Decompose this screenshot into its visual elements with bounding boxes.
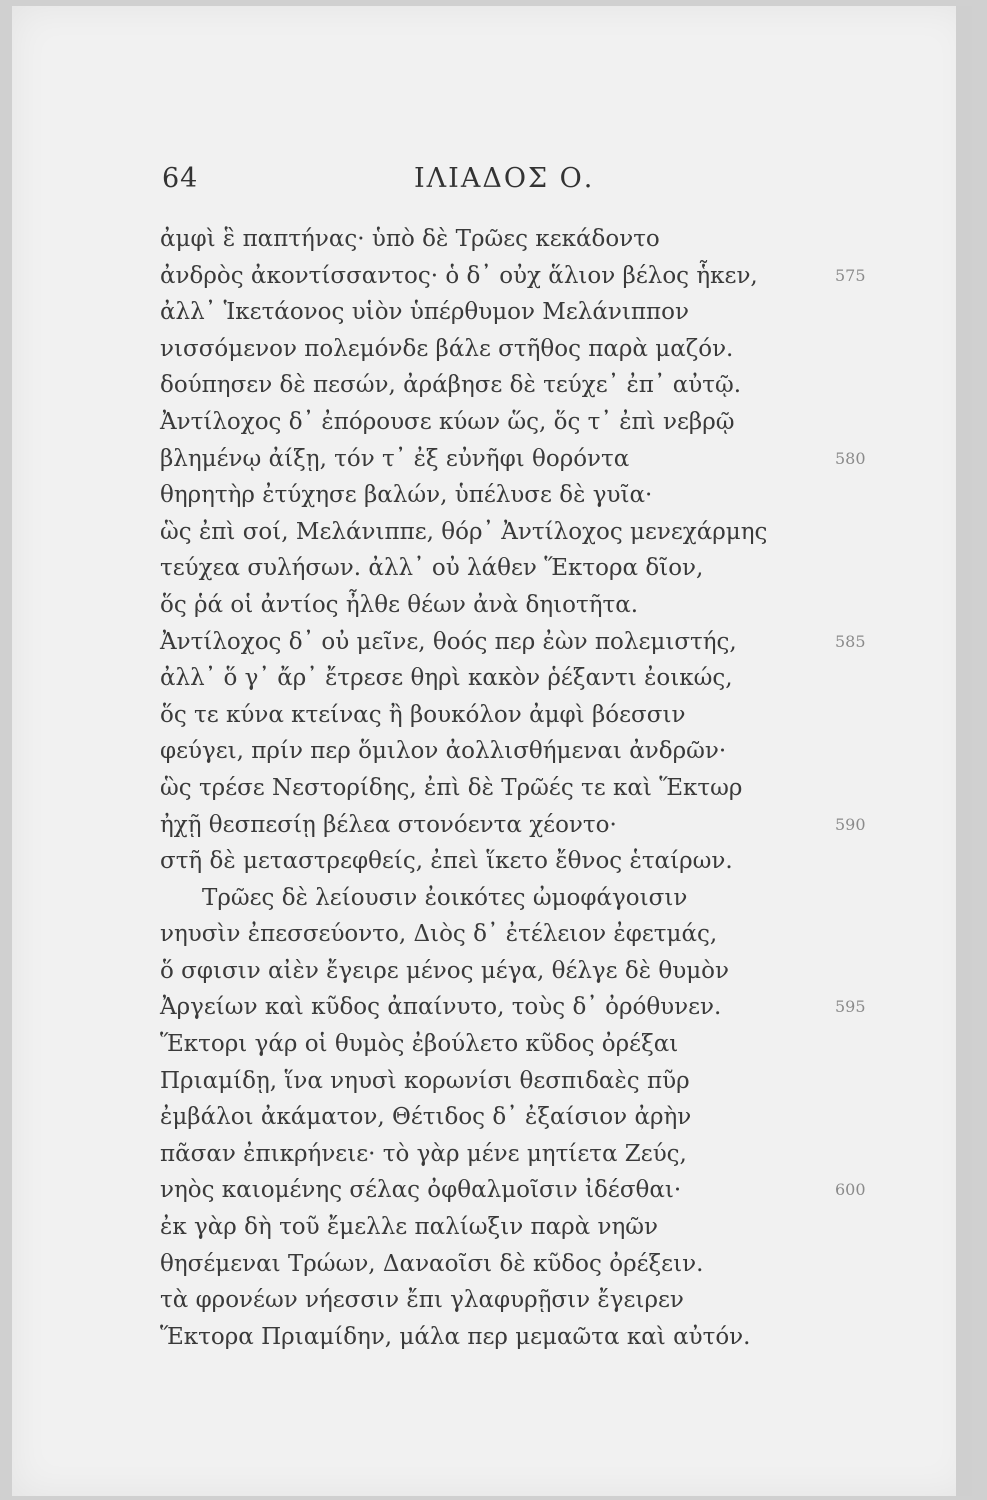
verse-line-text: Πριαμίδῃ, ἵνα νηυσὶ κορωνίσι θεσπιδαὲς πῦρ xyxy=(160,1067,690,1094)
verse-line-text: τεύχεα συλήσων. ἀλλ᾽ οὐ λάθεν Ἕκτορα δῖον, xyxy=(160,555,704,582)
verse-line-text: ἐμβάλοι ἀκάματον, Θέτιδος δ᾽ ἐξαίσιον ἀρὴν xyxy=(160,1104,692,1131)
verse-line xyxy=(160,1026,860,1063)
verse-line xyxy=(160,404,860,441)
verse-line-text: ὣς ἐπὶ σοί, Μελάνιππε, θόρ᾽ Ἀντίλοχος μενεχάρμης xyxy=(160,518,768,545)
verse-line xyxy=(160,514,860,551)
verse-line-text: Ἕκτορα Πριαμίδην, μάλα περ μεμαῶτα καὶ αὐτόν. xyxy=(160,1323,751,1350)
verse-line xyxy=(160,1209,860,1246)
verse-line-text: ὅ σφισιν αἰὲν ἔγειρε μένος μέγα, θέλγε δὲ θυμὸν xyxy=(160,957,730,984)
verse-line-text: νισσόμενον πολεμόνδε βάλε στῆθος παρὰ μαζόν. xyxy=(160,335,734,362)
verse-line xyxy=(160,807,866,844)
verse-line-text: νηυσὶν ἐπεσσεύοντο, Διὸς δ᾽ ἐτέλειον ἐφετμάς, xyxy=(160,921,718,948)
verse-line xyxy=(160,843,860,880)
verse-line xyxy=(160,477,860,514)
verse-line-text: ὅς τε κύνα κτείνας ἢ βουκόλον ἀμφὶ βόεσσιν xyxy=(160,701,686,728)
verse-line xyxy=(160,1282,860,1319)
verse-line-text: ἐκ γὰρ δὴ τοῦ ἔμελλε παλίωξιν παρὰ νηῶν xyxy=(160,1214,659,1241)
verse-line xyxy=(160,367,860,404)
verse-line xyxy=(160,697,860,734)
verse-line-text: φεύγει, πρίν περ ὅμιλον ἀολλισθήμεναι ἀνδρῶν· xyxy=(160,738,727,765)
verse-line-text: Τρῶες δὲ λείουσιν ἐοικότες ὠμοφάγοισιν xyxy=(202,884,688,911)
verse-line xyxy=(160,1136,860,1173)
verse-line-text: στῆ δὲ μεταστρεφθείς, ἐπεὶ ἵκετο ἔθνος ἑταίρων. xyxy=(160,848,733,875)
page-number: 64 xyxy=(162,163,199,194)
verse-line-text: ἠχῇ θεσπεσίῃ βέλεα στονόεντα χέοντο· xyxy=(160,811,617,838)
verse-line-text: ὅς ῥά οἱ ἀντίος ἦλθε θέων ἀνὰ δηιοτῆτα. xyxy=(160,591,639,618)
verse-line-text: νηὸς καιομένης σέλας ὀφθαλμοῖσιν ἰδέσθαι· xyxy=(160,1177,682,1204)
verse-line-text: τὰ φρονέων νήεσσιν ἔπι γλαφυρῇσιν ἔγειρεν xyxy=(160,1287,684,1314)
verse-line xyxy=(160,953,860,990)
verse-line xyxy=(160,294,860,331)
verse-line xyxy=(160,1172,866,1209)
verse-line-text: Ἕκτορι γάρ οἱ θυμὸς ἐβούλετο κῦδος ὀρέξαι xyxy=(160,1031,679,1058)
verse-text-block xyxy=(160,221,866,1355)
verse-line-text: θησέμεναι Τρώων, Δαναοῖσι δὲ κῦδος ὀρέξειν. xyxy=(160,1250,704,1277)
verse-line-text: ὣς τρέσε Νεστορίδης, ἐπὶ δὲ Τρῶές τε καὶ Ἕκτωρ xyxy=(160,774,743,801)
verse-line xyxy=(160,1099,860,1136)
verse-line-text: ἀνδρὸς ἀκοντίσσαντος· ὁ δ᾽ οὐχ ἅλιον βέλος ἧκεν, xyxy=(160,262,758,289)
verse-line-text: Ἀντίλοχος δ᾽ οὐ μεῖνε, θοός περ ἐὼν πολεμιστής, xyxy=(160,628,737,655)
verse-line xyxy=(160,1063,860,1100)
verse-line-text: βλημένῳ ἀίξῃ, τόν τ᾽ ἐξ εὐνῆφι θορόντα xyxy=(160,445,630,472)
verse-line xyxy=(160,733,860,770)
line-number: 585 xyxy=(835,631,866,651)
verse-line xyxy=(160,770,860,807)
line-number: 600 xyxy=(835,1180,866,1200)
verse-line xyxy=(160,880,860,917)
verse-line xyxy=(160,441,866,478)
line-number: 595 xyxy=(835,997,866,1017)
verse-line xyxy=(160,587,860,624)
verse-line xyxy=(160,660,860,697)
page-header xyxy=(162,163,682,203)
verse-line xyxy=(160,331,860,368)
verse-line xyxy=(160,916,860,953)
running-title: ΙΛΙΑΔΟΣ Ο. xyxy=(414,163,595,194)
verse-line xyxy=(160,989,866,1026)
book-page xyxy=(12,6,972,1496)
verse-line-text: ἀλλ᾽ Ἱκετάονος υἱὸν ὑπέρθυμον Μελάνιππον xyxy=(160,299,689,326)
verse-line-text: Ἀργείων καὶ κῦδος ἀπαίνυτο, τοὺς δ᾽ ὀρόθυνεν. xyxy=(160,994,722,1021)
verse-line xyxy=(160,258,866,295)
verse-line-text: θηρητὴρ ἐτύχησε βαλών, ὑπέλυσε δὲ γυῖα· xyxy=(160,482,653,509)
line-number: 590 xyxy=(835,814,866,834)
line-number: 575 xyxy=(835,265,866,285)
verse-line xyxy=(160,624,866,661)
verse-line-text: ἀλλ᾽ ὅ γ᾽ ἄρ᾽ ἔτρεσε θηρὶ κακὸν ῥέξαντι ἐοικώς, xyxy=(160,665,733,692)
verse-line-text: Ἀντίλοχος δ᾽ ἐπόρουσε κύων ὥς, ὅς τ᾽ ἐπὶ νεβρῷ xyxy=(160,408,735,435)
verse-line xyxy=(160,1246,860,1283)
verse-line-text: ἀμφὶ ἓ παπτήνας· ὑπὸ δὲ Τρῶες κεκάδοντο xyxy=(160,226,660,252)
verse-line xyxy=(160,550,860,587)
line-number: 580 xyxy=(835,448,866,468)
verse-line-text: δούπησεν δὲ πεσών, ἀράβησε δὲ τεύχε᾽ ἐπ᾽ αὐτῷ. xyxy=(160,372,742,399)
verse-line xyxy=(160,1319,860,1356)
page-edge xyxy=(956,6,972,1496)
verse-line-text: πᾶσαν ἐπικρήνειε· τὸ γὰρ μένε μητίετα Ζεύς, xyxy=(160,1140,687,1167)
verse-line xyxy=(160,221,860,258)
